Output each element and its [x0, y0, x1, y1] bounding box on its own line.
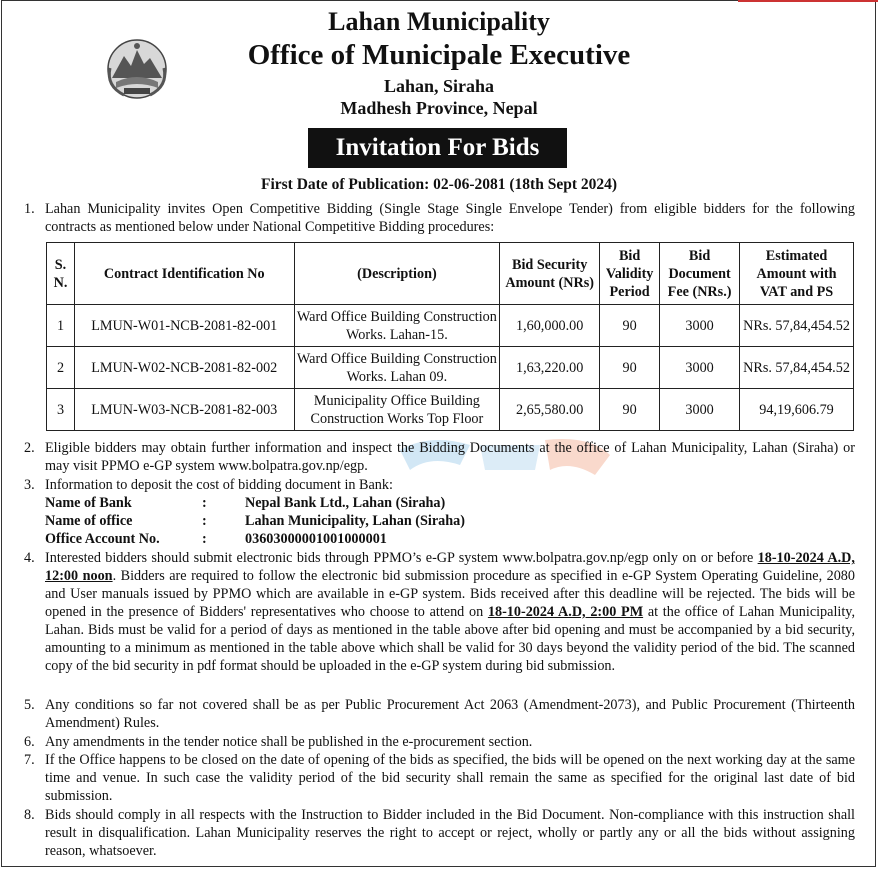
bids-table — [46, 242, 854, 431]
header-estimated-amount: Estimated Amount with VAT and PS — [740, 243, 854, 305]
item-3-text: Information to deposit the cost of bidding document in Bank: — [45, 477, 393, 493]
cell-description: Municipality Office Building Construction Works Top Floor — [294, 389, 500, 431]
bank-value: 03603000001001000001 — [245, 531, 387, 547]
item-7-number: 7. — [24, 752, 35, 768]
item-5-number: 5. — [24, 697, 35, 713]
bank-label: Name of office — [45, 513, 133, 529]
item-8-text: Bids should comply in all respects with the Instruction to Bidder included in the Bid Document. Non-compliance with this instruction shall result in disqualification. Lahan Municipality reserves the right to accept or reject, wholly or partly any or all the bids without assigning reason, whatsoever. — [45, 807, 855, 859]
org-name: Lahan Municipality — [328, 7, 550, 36]
item-8-number: 8. — [24, 807, 35, 823]
item-1-number: 1. — [24, 201, 35, 217]
cell-bid-validity: 90 — [600, 389, 660, 431]
office-name: Office of Municipale Executive — [247, 39, 631, 71]
cell-sn: 3 — [47, 389, 75, 431]
item-4-part-a: Interested bidders should submit electronic bids through PPMO’s e-GP system www.bolpatra.gov.np/egp only on or before — [45, 550, 758, 566]
cell-description: Ward Office Building Construction Works. Lahan-15. — [294, 305, 500, 347]
cell-bid-validity: 90 — [600, 305, 660, 347]
cell-doc-fee: 3000 — [660, 347, 740, 389]
cell-estimated-amount: NRs. 57,84,454.52 — [740, 347, 854, 389]
submission-deadline: 18-10-2024 A.D, 12:00 noon — [45, 550, 855, 584]
publication-date: First Date of Publication: 02-06-2081 (18th Sept 2024) — [260, 176, 618, 193]
cell-bid-security: 2,65,580.00 — [500, 389, 600, 431]
cell-contract-id: LMUN-W02-NCB-2081-82-002 — [74, 347, 294, 389]
cell-bid-security: 1,63,220.00 — [500, 347, 600, 389]
bank-sep: : — [202, 513, 207, 529]
header-bid-security: Bid Security Amount (NRs) — [500, 243, 600, 305]
cell-bid-security: 1,60,000.00 — [500, 305, 600, 347]
bank-label: Office Account No. — [45, 531, 160, 547]
bank-value: Lahan Municipality, Lahan (Siraha) — [245, 513, 465, 529]
item-7-text: If the Office happens to be closed on the date of opening of the bids as specified, the bids will be opened on the next working day at the same time and venue. In such case the validity period of the bid security shall remain the same as specified for the original last date of bid submission. — [45, 752, 855, 804]
city: Lahan, Siraha — [383, 76, 495, 96]
cell-contract-id: LMUN-W03-NCB-2081-82-003 — [74, 389, 294, 431]
table-row — [47, 347, 854, 389]
cell-contract-id: LMUN-W01-NCB-2081-82-001 — [74, 305, 294, 347]
header-doc-fee: Bid Document Fee (NRs.) — [660, 243, 740, 305]
cell-doc-fee: 3000 — [660, 305, 740, 347]
item-5-text: Any conditions so far not covered shall be as per Public Procurement Act 2063 (Amendment-2073), and Public Procurement (Thirteenth Amendment) Rules. — [45, 697, 855, 731]
cell-estimated-amount: 94,19,606.79 — [740, 389, 854, 431]
item-4-number: 4. — [24, 550, 35, 566]
item-1-text: Lahan Municipality invites Open Competitive Bidding (Single Stage Single Envelope Tender) from eligible bidders for the following contracts as mentioned below under National Competitive Bidding procedures: — [45, 201, 855, 235]
corner-mark — [738, 0, 878, 2]
cell-sn: 1 — [47, 305, 75, 347]
item-3-number: 3. — [24, 477, 35, 493]
item-4-text — [45, 549, 855, 675]
opening-date: 18-10-2024 A.D, 2:00 PM — [487, 604, 644, 620]
cell-estimated-amount: NRs. 57,84,454.52 — [740, 305, 854, 347]
header-contract-id: Contract Identification No — [74, 243, 294, 305]
bank-sep: : — [202, 495, 207, 511]
item-6-text: Any amendments in the tender notice shall be published in the e-procurement section. — [45, 734, 533, 750]
cell-doc-fee: 3000 — [660, 389, 740, 431]
item-2-text: Eligible bidders may obtain further information and inspect the Bidding Documents at the office of Lahan Municipality, Lahan (Siraha) or may visit PPMO e-GP system www.bolpatra.gov.np/egp. — [45, 440, 855, 474]
header-description: (Description) — [294, 243, 500, 305]
cell-description: Ward Office Building Construction Works. Lahan 09. — [294, 347, 500, 389]
header-sn: S. N. — [47, 243, 75, 305]
item-4-part-b: . Bidders are required to follow the electronic bid submission procedure as specified in e-GP System Operating Guideline, 2080 and User manuals issued by PPMO which are available in e-GP system. Bids received after this deadline will be rejected. The bids will be opened in the presence of Bidders' representatives who choose to attend on — [45, 568, 855, 620]
item-6-number: 6. — [24, 734, 35, 750]
table-row — [47, 305, 854, 347]
header-bid-validity: Bid Validity Period — [600, 243, 660, 305]
cell-sn: 2 — [47, 347, 75, 389]
notice-header — [0, 6, 878, 119]
bank-sep: : — [202, 531, 207, 547]
cell-bid-validity: 90 — [600, 347, 660, 389]
province: Madhesh Province, Nepal — [340, 98, 538, 118]
table-header-row — [47, 243, 854, 305]
item-4-part-c: at the office of Lahan Municipality, Lahan. Bids must be valid for a period of days as mentioned in the table above after bid opening and must be accompanied by a bid security, amounting to a minimum as mentioned in the table above which shall be valid for 30 days beyond the validity period of the bid. The scanned copy of the bid security in pdf format should be uploaded in the e-GP system during bid submission. — [45, 604, 855, 674]
invitation-banner: Invitation For Bids — [308, 128, 567, 168]
bank-value: Nepal Bank Ltd., Lahan (Siraha) — [245, 495, 446, 511]
item-2-number: 2. — [24, 440, 35, 456]
bank-label: Name of Bank — [45, 495, 132, 511]
table-row — [47, 389, 854, 431]
